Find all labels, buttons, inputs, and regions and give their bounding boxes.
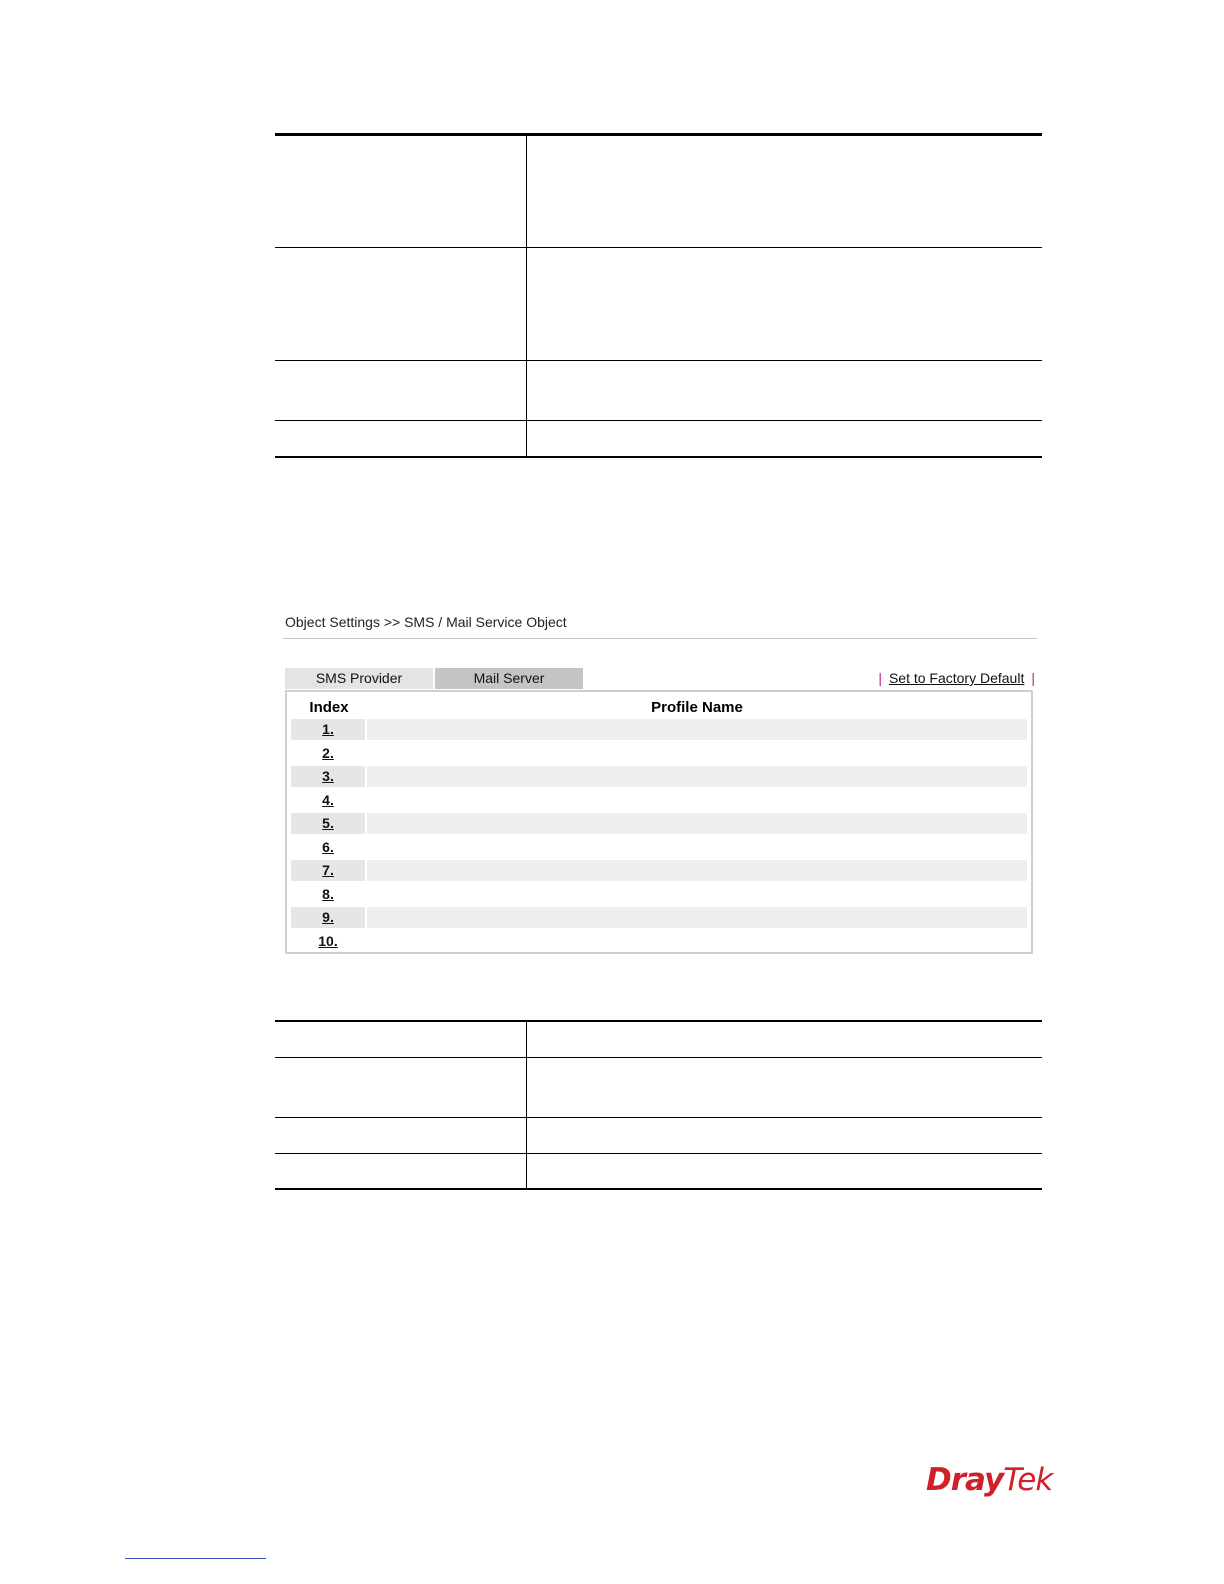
profile-index-link[interactable]: 3. xyxy=(322,768,334,784)
logo-text-tek: Tek xyxy=(1003,1462,1053,1498)
breadcrumb-divider xyxy=(283,638,1037,639)
set-to-factory-default-link[interactable]: Set to Factory Default xyxy=(888,670,1025,686)
profile-name-cell xyxy=(367,907,1027,928)
table-row xyxy=(291,884,1027,908)
profile-index-link[interactable]: 8. xyxy=(322,885,334,902)
index-cell xyxy=(291,884,365,905)
profile-index-link[interactable]: 6. xyxy=(322,838,334,855)
profile-index-link[interactable]: 1. xyxy=(322,721,334,737)
index-cell xyxy=(291,813,365,834)
table-body xyxy=(291,719,1027,954)
table-row xyxy=(291,813,1027,837)
separator: | xyxy=(1031,670,1035,686)
tab-mail-server[interactable]: Mail Server xyxy=(435,668,583,689)
index-cell xyxy=(291,743,365,764)
profile-index-link[interactable]: 7. xyxy=(322,862,334,878)
profile-name-cell xyxy=(367,931,1027,952)
index-cell xyxy=(291,931,365,952)
index-cell xyxy=(291,907,365,928)
table-row xyxy=(291,790,1027,814)
profile-name-cell xyxy=(367,790,1027,811)
sms-mail-service-object-screenshot xyxy=(283,610,1037,958)
profile-name-cell xyxy=(367,743,1027,764)
profile-name-cell xyxy=(367,837,1027,858)
profile-index-link[interactable]: 5. xyxy=(322,815,334,831)
column-header-profile-name: Profile Name xyxy=(651,699,743,716)
index-cell xyxy=(291,766,365,787)
breadcrumb: Object Settings >> SMS / Mail Service Object xyxy=(285,614,567,630)
profile-index-link[interactable]: 2. xyxy=(322,744,334,761)
index-cell xyxy=(291,790,365,811)
index-cell xyxy=(291,719,365,740)
profile-name-cell xyxy=(367,860,1027,881)
table-row xyxy=(291,931,1027,955)
table-row xyxy=(291,719,1027,743)
logo-text-dray: Dray xyxy=(926,1462,1004,1498)
profile-table xyxy=(285,690,1033,954)
footer-divider xyxy=(125,1558,266,1559)
index-cell xyxy=(291,837,365,858)
profile-index-link[interactable]: 10. xyxy=(318,932,338,949)
description-table-bottom xyxy=(275,1020,1042,1190)
factory-default-bar xyxy=(871,670,1035,686)
description-table-top xyxy=(275,133,1042,458)
profile-name-cell xyxy=(367,884,1027,905)
profile-name-cell xyxy=(367,813,1027,834)
table-row xyxy=(291,766,1027,790)
tab-sms-provider[interactable]: SMS Provider xyxy=(285,668,433,689)
index-cell xyxy=(291,860,365,881)
profile-index-link[interactable]: 4. xyxy=(322,791,334,808)
profile-index-link[interactable]: 9. xyxy=(322,909,334,925)
separator: | xyxy=(878,670,882,686)
table-row xyxy=(291,743,1027,767)
profile-name-cell xyxy=(367,766,1027,787)
column-header-index: Index xyxy=(309,699,349,716)
table-row xyxy=(291,837,1027,861)
profile-name-cell xyxy=(367,719,1027,740)
table-row xyxy=(291,907,1027,931)
draytek-logo xyxy=(926,1462,1052,1498)
table-header xyxy=(287,696,1031,718)
table-row xyxy=(291,860,1027,884)
